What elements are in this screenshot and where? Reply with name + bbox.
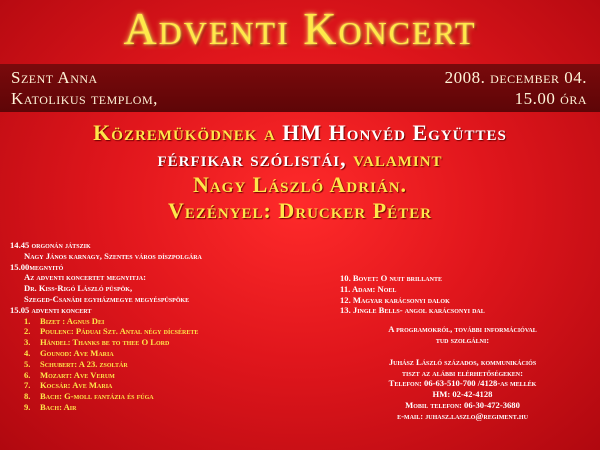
conductor-line: Vezényel: Drucker Péter [167, 198, 433, 223]
event-date: 2008. december 04. [444, 68, 587, 87]
list-item: 8. Bach: G-moll fantázia és fúga [24, 391, 154, 402]
list-item: 6. Mozart: Ave Verum [24, 369, 115, 380]
venue-date-bar [0, 64, 600, 112]
phone-line: Telefon: 06-63-510-700 /4128-as mellék [388, 378, 537, 389]
event-time: 15.00 óra [514, 89, 587, 108]
list-item: 12. Magyar karácsonyi dalok [340, 294, 450, 305]
performers-line-1 [0, 120, 600, 146]
list-item: 11. Adam: Noel [340, 283, 397, 294]
list-item: 10. Bovet: O nuit brillante [340, 273, 442, 283]
info-line-2: tud szolgálni: [435, 334, 490, 345]
organ-player: Nagy János karnagy, Szentes város díszpolgára [24, 250, 202, 261]
performers-line-2a: férfikar szólistái, [157, 146, 354, 171]
info-line-4: tiszt az alábbi elérhetőségeken: [401, 367, 523, 378]
list-item: 3. Händel: Thanks be to thee O Lord [24, 337, 170, 348]
hm-phone-line: HM: 02-42-4128 [432, 389, 493, 400]
list-item: 4. Gounod: Ave Maria [24, 347, 114, 358]
venue [11, 67, 158, 109]
date-time [445, 67, 587, 109]
concert-time: 15.05 adventi koncert [10, 304, 92, 315]
organ-time: 14.45 orgonán játszik [10, 240, 91, 250]
list-item: 7. Kocsár: Ave Maria [24, 380, 113, 391]
opening-time: 15.00megnyitó [10, 261, 64, 272]
performers-ensemble: HM Honvéd Együttes [282, 120, 507, 145]
mobile-line: Mobil telefon: 06-30-472-3680 [405, 399, 520, 410]
venue-line-1: Szent Anna [11, 68, 98, 87]
email-line: e-mail: juhasz.laszlo@regiment.hu [397, 410, 528, 421]
performers-line-2 [0, 146, 600, 172]
poster-title: Adventi Koncert [123, 3, 477, 54]
list-item: 5. Schubert: A 23. zsoltár [24, 358, 128, 369]
list-item: 9. Bach: Air [24, 401, 77, 412]
info-line-3: Juhász László százados, kommunikációs [388, 356, 537, 367]
program-list [10, 240, 340, 413]
opening-line-2: Dr. Kiss-Rigó László püspök, [24, 283, 133, 294]
list-item: 1. Bizet : Agnus Dei [24, 315, 105, 326]
list-item: 13. Jingle Bells- angol karácsonyi dal [340, 305, 485, 316]
contact-info [330, 324, 595, 421]
list-item: 2. Poulenc: Páduai Szt. Antal négy dícsérete [24, 326, 199, 337]
info-line-1: A programokról, további információval [388, 324, 537, 335]
right-column [330, 273, 595, 422]
performers-line-2b: valamint [353, 146, 443, 171]
concert-items-continued [330, 273, 595, 316]
performers-block [0, 120, 600, 224]
venue-line-2: Katolikus templom, [11, 89, 158, 108]
opening-line-1: Az adventi koncertet megnyitja: [24, 272, 146, 283]
performers-line-1a: Közremüködnek a [93, 120, 283, 145]
performers-line-3: Nagy László Adrián. [192, 172, 408, 197]
concert-items [10, 316, 340, 413]
opening-line-3: Szeged-Csanádi egyházmegye megyéspüspöke [24, 293, 190, 304]
